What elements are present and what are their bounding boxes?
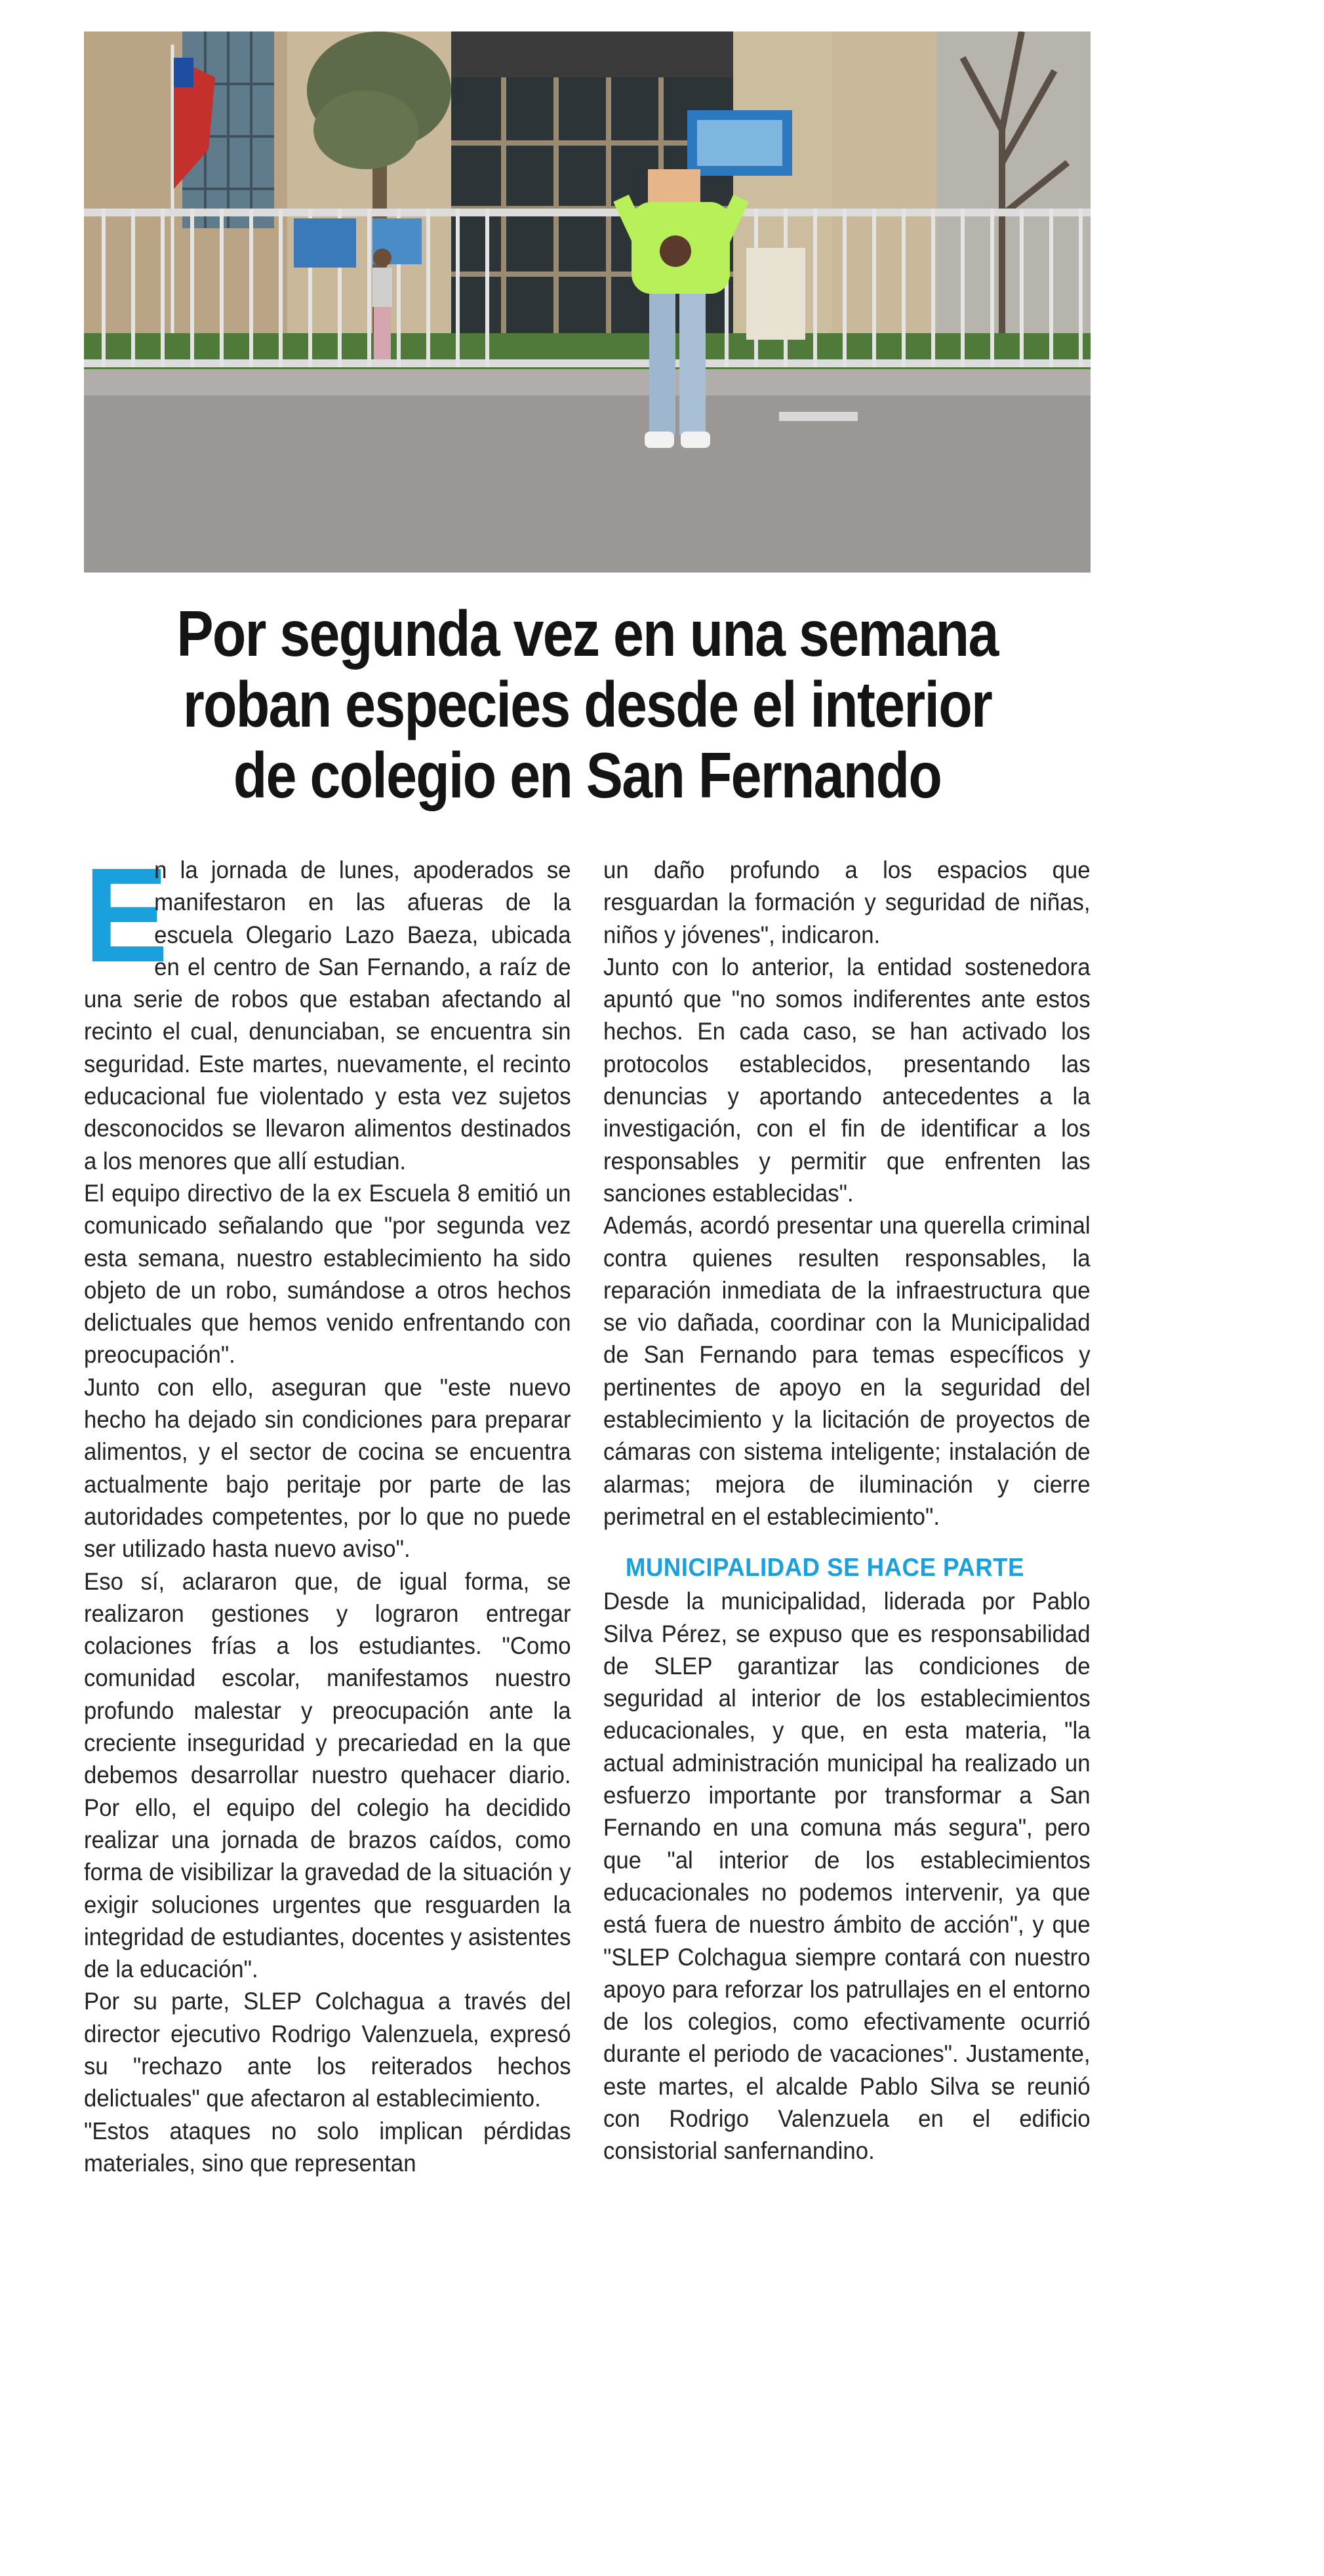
- paragraph: Desde la municipalidad, liderada por Pablo Silva Pérez, se expuso que es responsabilidad de SLEP garantizar las condiciones de seguridad al interior de los establecimientos educacionales, y que, en esta materia, "la actual administración municipal ha realizado un esfuerzo importante por transformar a San Fernando en una comuna más segura", pero que "al interior de los establecimientos educacionales no podemos intervenir, ya que está fuera de nuestro ámbito de acción", y que "SLEP Colchagua siempre contará con nuestro apoyo para reforzar los patrullajes en el entorno de los colegios, como efectivamente ocurrió durante el periodo de vacaciones". Justamente, este martes, el alcalde Pablo Silva se reunió con Rodrigo Valenzuela en el edificio consistorial sanfernandino.: [603, 1588, 1091, 2165]
- headline-line-3: de colegio en San Fernando: [233, 739, 942, 811]
- photo-icon: [84, 31, 1091, 573]
- article-photo: [84, 31, 1091, 573]
- paragraph: Por su parte, SLEP Colchagua a través del director ejecutivo Rodrigo Valenzuela, expresó su "rechazo ante los reiterados hechos delictuales" que afectaron al establecimiento.: [84, 1988, 571, 2112]
- article-column-right: [603, 854, 1091, 2167]
- headline-line-1: Por segunda vez en una semana: [176, 597, 998, 670]
- paragraph: un daño profundo a los espacios que resguardan la formación y seguridad de niñas, niños y jóvenes", indicaron.: [603, 856, 1091, 948]
- paragraph: n la jornada de lunes, apoderados se manifestaron en las afueras de la escuela Olegario Lazo Baeza, ubicada en el centro de San Fernando, a raíz de una serie de robos que estaban afectando al recinto el cual, denunciaban, se encuentra sin seguridad. Este martes, nuevamente, el recinto educacional fue violentado y esta vez sujetos desconocidos se llevaron alimentos destinados a los menores que allí estudian.: [84, 856, 571, 1175]
- paragraph: "Estos ataques no solo implican pérdidas materiales, sino que representan: [84, 2117, 571, 2177]
- paragraph: Junto con lo anterior, la entidad sostenedora apuntó que "no somos indiferentes ante estos hechos. En cada caso, se han activado los protocolos establecidos, presentando las denuncias y aportando antecedentes a la investigación, con el fin de identificar a los responsables y permitir que enfrenten las sanciones establecidas".: [603, 953, 1091, 1207]
- headline: [154, 598, 1020, 811]
- paragraph: El equipo directivo de la ex Escuela 8 emitió un comunicado señalando que "por segunda vez esta semana, nuestro establecimiento ha sido objeto de un robo, sumándose a otros hechos delictuales que hemos venido enfrentando con preocupación".: [84, 1179, 571, 1369]
- paragraph: Junto con ello, aseguran que "este nuevo hecho ha dejado sin condiciones para preparar alimentos, y el sector de cocina se encuentra actualmente bajo peritaje por parte de las autoridades competentes, por lo que no puede ser utilizado hasta nuevo aviso".: [84, 1373, 571, 1563]
- section-subhead: MUNICIPALIDAD SE HACE PARTE: [625, 1554, 1024, 1582]
- paragraph: Eso sí, aclararon que, de igual forma, se realizaron gestiones y lograron entregar colaciones frías a los estudiantes. "Como comunidad escolar, manifestamos nuestro profundo malestar y preocupación ante la creciente inseguridad y precariedad en la que debemos desarrollar nuestro quehacer diario. Por ello, el equipo del colegio ha decidido realizar una jornada de brazos caídos, como forma de visibilizar la gravedad de la situación y exigir soluciones urgentes que resguarden la integridad de estudiantes, docentes y asistentes de la educación".: [84, 1567, 571, 1983]
- drop-cap: E: [84, 840, 169, 990]
- article-column-left: [84, 840, 571, 2179]
- headline-line-2: roban especies desde el interior: [182, 668, 992, 740]
- paragraph: Además, acordó presentar una querella criminal contra quienes resulten responsables, la reparación inmediata de la infraestructura que se vio dañada, coordinar con la Municipalidad de San Fernando para temas específicos y pertinentes de apoyo en la seguridad del establecimiento y la licitación de proyectos de cámaras con sistema inteligente; instalación de alarmas; mejora de iluminación y cierre perimetral en el establecimiento".: [603, 1212, 1091, 1530]
